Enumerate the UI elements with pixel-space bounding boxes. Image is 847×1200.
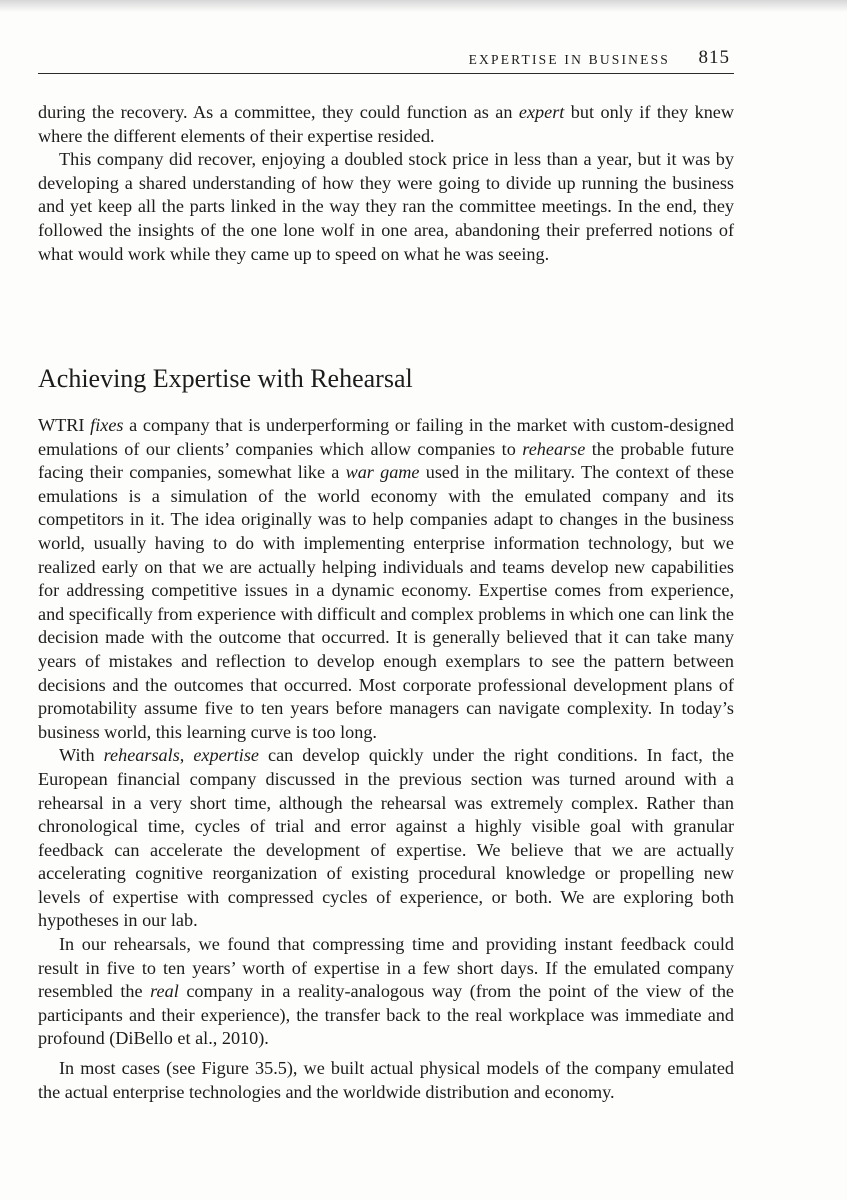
text-run: during the recovery. As a committee, they could function as an xyxy=(38,102,519,122)
text-run: WTRI xyxy=(38,415,91,435)
text-run: the probable future facing their companies, somewhat like a xyxy=(38,438,734,483)
text-run: used in the military. The context of these emulations is a simulation of the world economy with the emulated company and its competitors in it. The idea originally was to help companies adapt to changes in the business world, usually having to do with implementing enterprise information technology, but we realized early on that we are actually helping individuals and teams develop new capabilities for addressing competitive issues in a dynamic economy. Expertise comes from experience, and specifically from experience with difficult and complex problems in which one can link the decision made with the outcome that occurred. It is generally believed that it can take many years of mistakes and reflection to develop enough exemplars to see the pattern between decisions and the outcomes that occurred. Most corporate professional development plans of promotability assume five to ten years before managers can navigate complexity. In today’s business world, this learning curve is too long. xyxy=(38,462,735,742)
emphasis: rehearsals xyxy=(103,745,180,766)
emphasis: rehearse xyxy=(522,438,586,459)
paragraph xyxy=(38,933,734,1051)
page-top-shadow xyxy=(0,0,847,12)
text-run: company in a reality-analogous way (from the point of the view of the participants and their experience), the transfer back to the real workplace was immediate and profound (DiBello et al., 2010). xyxy=(38,981,734,1049)
emphasis: expert xyxy=(518,102,565,122)
emphasis: war game xyxy=(345,462,420,483)
text-run: a company that is underperforming or failing in the market with custom-designed emulations of our clients’ companies which allow companies to xyxy=(38,415,734,459)
emphasis: expertise xyxy=(193,745,259,766)
text-run: can develop quickly under the right conditions. In fact, the European financial company discussed in the previous section was turned around with a rehearsal in a very short time, although the rehearsal was extremely complex. Rather than chronological time, cycles of trial and error against a highly visible goal with granular feedback can accelerate the development of expertise. We believe that we are actually accelerating cognitive reorganization of existing procedural knowledge or propelling new levels of expertise with compressed cycles of experience, or both. We are exploring both hypotheses in our lab. xyxy=(38,745,734,931)
section-body xyxy=(38,414,734,1104)
paragraph xyxy=(38,744,734,933)
emphasis: fixes xyxy=(90,415,124,435)
continued-text xyxy=(38,101,734,266)
paragraph xyxy=(38,148,734,266)
text-run: but only if they knew where the different elements of their expertise resided. xyxy=(38,102,734,146)
running-head xyxy=(38,44,734,70)
paragraph xyxy=(38,414,734,744)
running-head-title: EXPERTISE IN BUSINESS xyxy=(468,52,670,67)
text-run: This company did recover, enjoying a doubled stock price in less than a year, but it was by developing a shared understanding of how they were going to divide up running the business and yet keep all the parts linked in the way they ran the committee meetings. In the end, they followed the insights of the one lone wolf in one area, abandoning their preferred notions of what would work while they came up to speed on what he was seeing. xyxy=(38,149,734,264)
section-heading: Achieving Expertise with Rehearsal xyxy=(38,364,413,393)
text-run: In our rehearsals, we found that compressing time and providing instant feedback could result in five to ten years’ worth of expertise in a few short days. If the emulated company resembled the xyxy=(38,934,734,1002)
paragraph xyxy=(38,1057,734,1104)
text-run: In most cases (see Figure 35.5), we built actual physical models of the company emulated the actual enterprise technologies and the worldwide distribution and economy. xyxy=(38,1058,734,1102)
paragraph xyxy=(38,101,734,148)
emphasis: real xyxy=(150,981,179,1002)
header-rule xyxy=(38,73,734,74)
page-number: 815 xyxy=(698,47,730,68)
text-run: , xyxy=(179,745,194,766)
text-run: With xyxy=(59,745,104,766)
